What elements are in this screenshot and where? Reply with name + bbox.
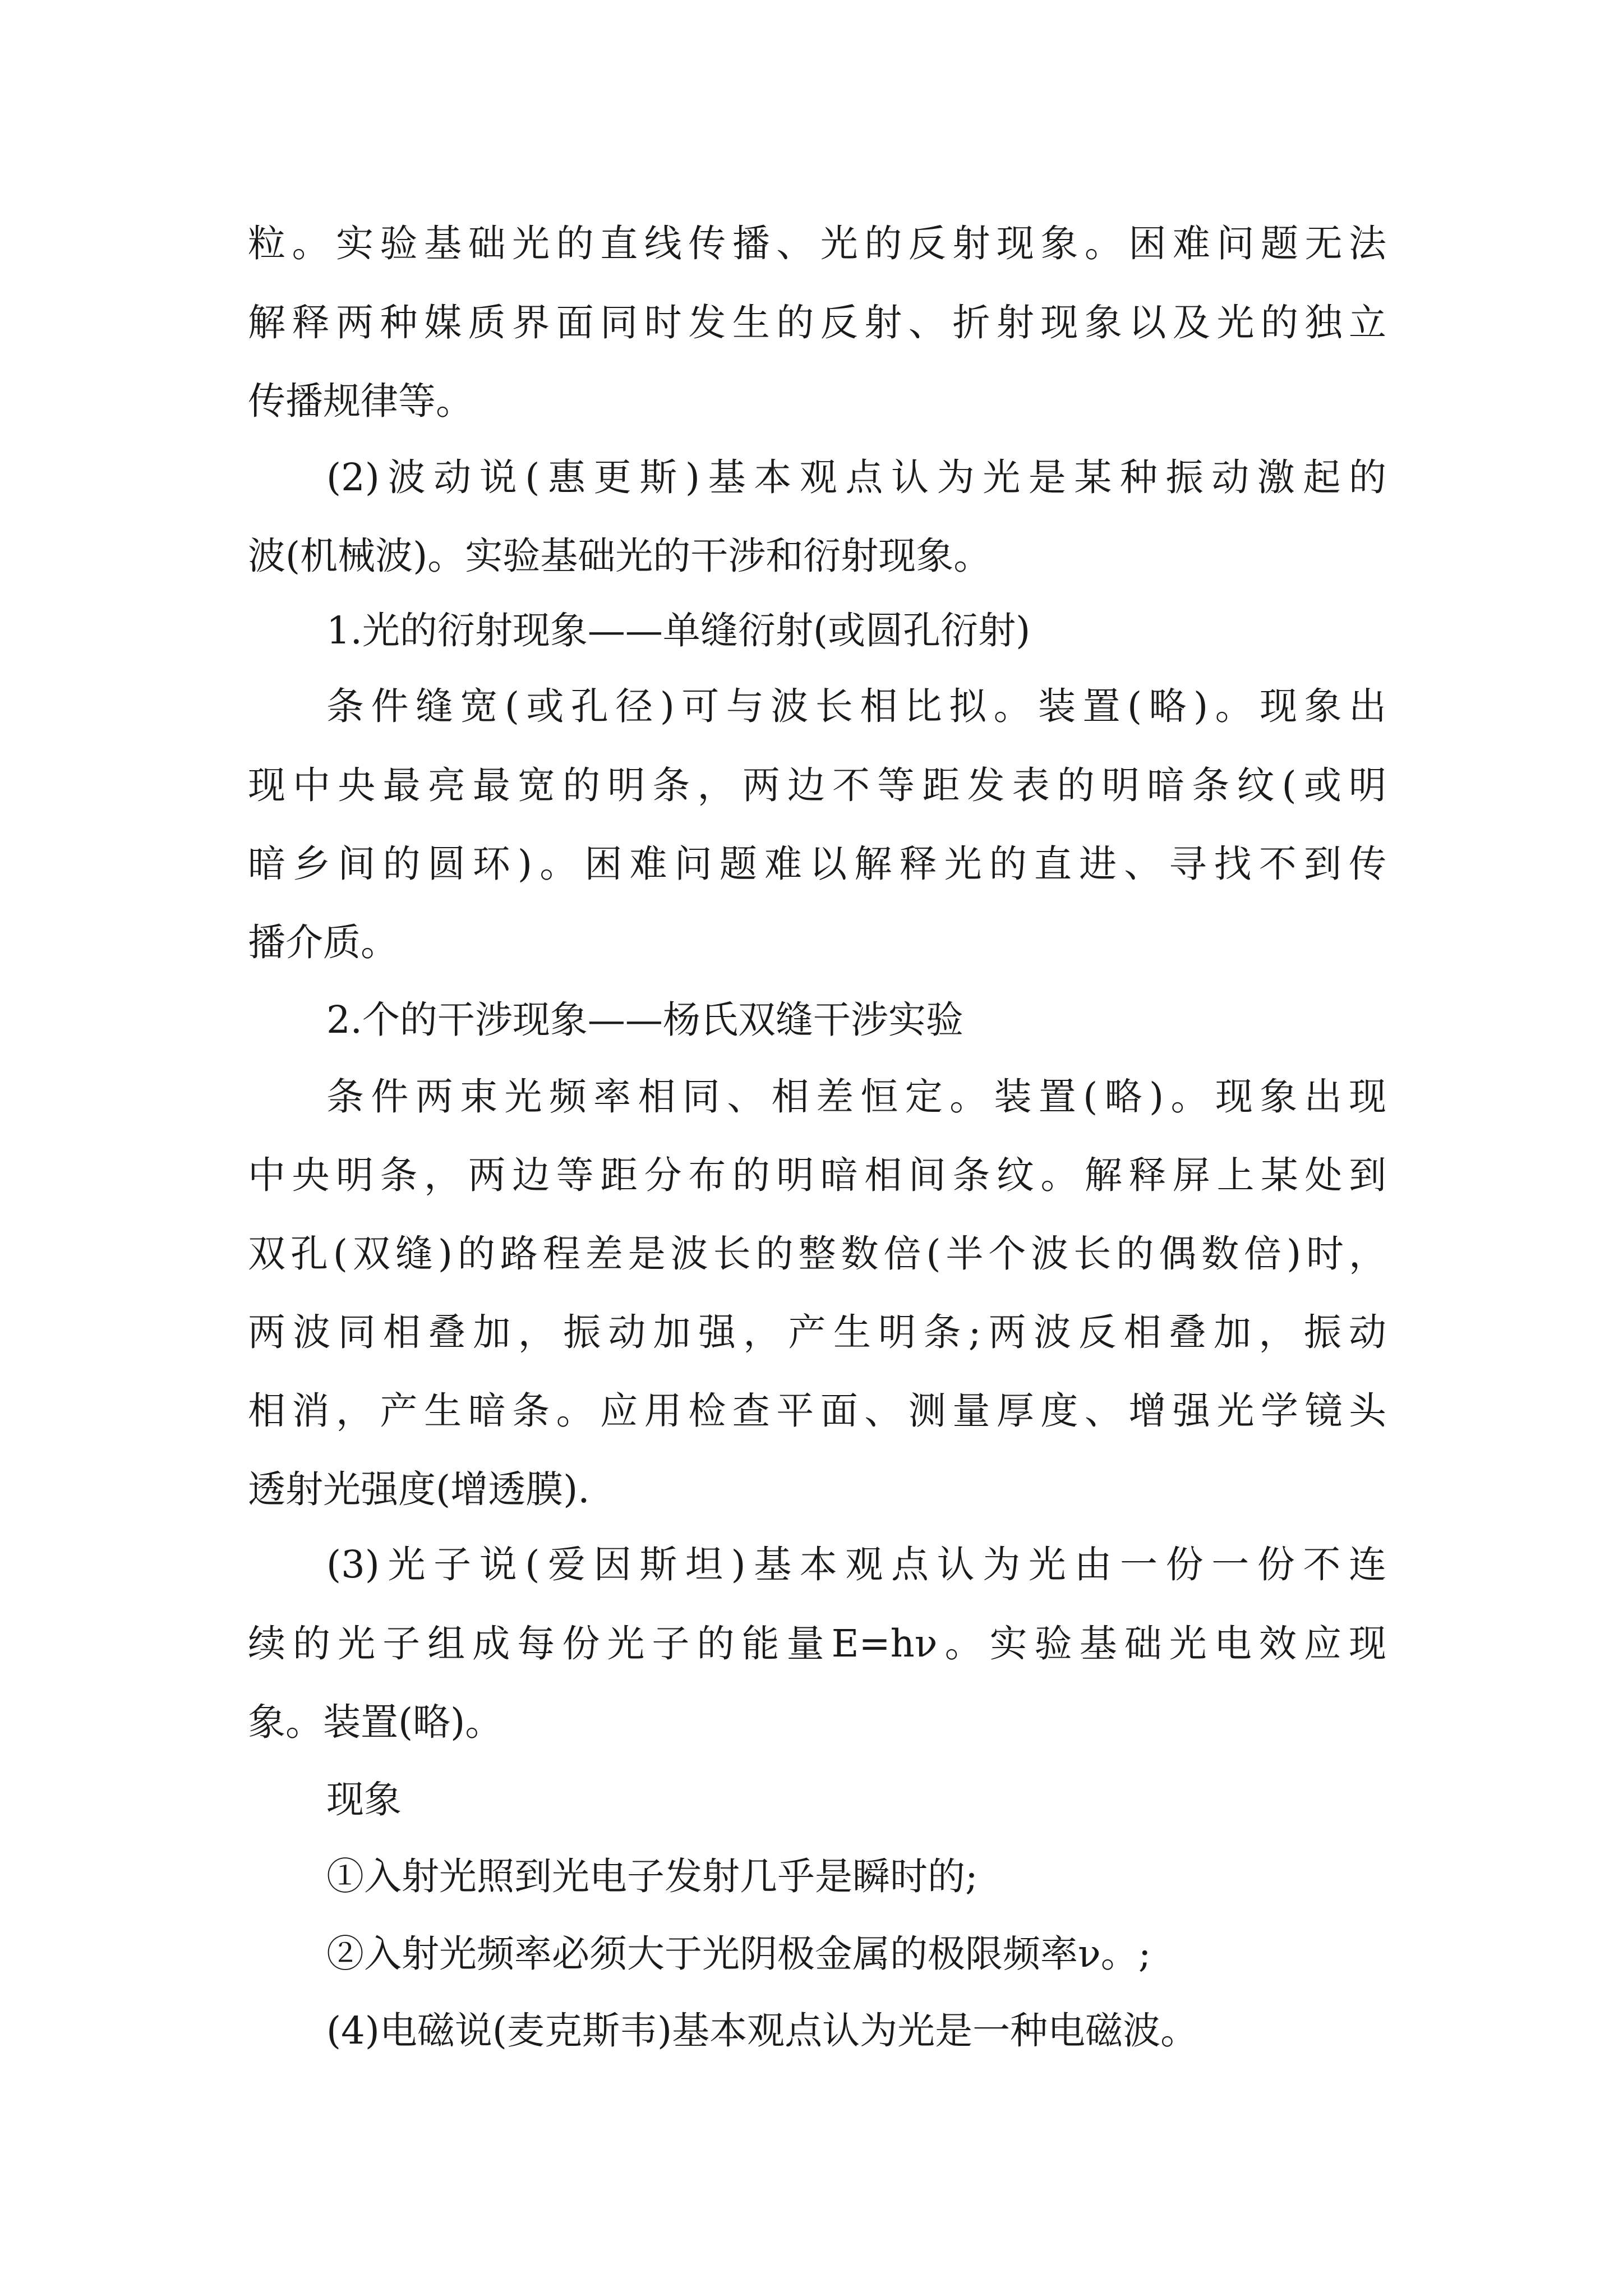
text-line: 粒。实验基础光的直线传播、光的反射现象。困难问题无法 bbox=[248, 222, 1386, 265]
text-line: 现象 bbox=[326, 1778, 402, 1821]
text-line: 传播规律等。 bbox=[248, 379, 473, 423]
text-line: 续的光子组成每份光子的能量E=hν。实验基础光电效应现 bbox=[248, 1622, 1386, 1665]
text-line: 两波同相叠加，振动加强，产生明条;两波反相叠加，振动 bbox=[248, 1310, 1386, 1354]
text-line: ②入射光频率必须大于光阴极金属的极限频率ν。; bbox=[326, 1932, 1151, 1976]
text-line: 条件两束光频率相同、相差恒定。装置(略)。现象出现 bbox=[326, 1075, 1386, 1119]
text-line: 双孔(双缝)的路程差是波长的整数倍(半个波长的偶数倍)时， bbox=[248, 1232, 1386, 1276]
text-line: 解释两种媒质界面同时发生的反射、折射现象以及光的独立 bbox=[248, 301, 1386, 344]
text-line: 波(机械波)。实验基础光的干涉和衍射现象。 bbox=[248, 534, 992, 578]
text-line: 1.光的衍射现象——单缝衍射(或圆孔衍射) bbox=[326, 609, 1031, 652]
text-line: 条件缝宽(或孔径)可与波长相比拟。装置(略)。现象出 bbox=[326, 684, 1386, 728]
text-line: 透射光强度(增透膜). bbox=[248, 1467, 590, 1511]
text-line: 象。装置(略)。 bbox=[248, 1700, 503, 1744]
text-line: 播介质。 bbox=[248, 921, 398, 964]
text-line: ①入射光照到光电子发射几乎是瞬时的; bbox=[326, 1855, 978, 1898]
text-line: 暗乡间的圆环)。困难问题难以解释光的直进、寻找不到传 bbox=[248, 842, 1386, 886]
text-line: (3)光子说(爱因斯坦)基本观点认为光由一份一份不连 bbox=[326, 1543, 1386, 1586]
text-line: 2.个的干涉现象——杨氏双缝干涉实验 bbox=[326, 998, 963, 1042]
text-line: (2)波动说(惠更斯)基本观点认为光是某种振动激起的 bbox=[326, 455, 1386, 499]
text-line: 现中央最亮最宽的明条，两边不等距发表的明暗条纹(或明 bbox=[248, 763, 1386, 807]
text-line: (4)电磁说(麦克斯韦)基本观点认为光是一种电磁波。 bbox=[326, 2009, 1198, 2053]
text-line: 相消，产生暗条。应用检查平面、测量厚度、增强光学镜头 bbox=[248, 1389, 1386, 1433]
text-line: 中央明条，两边等距分布的明暗相间条纹。解释屏上某处到 bbox=[248, 1153, 1386, 1197]
